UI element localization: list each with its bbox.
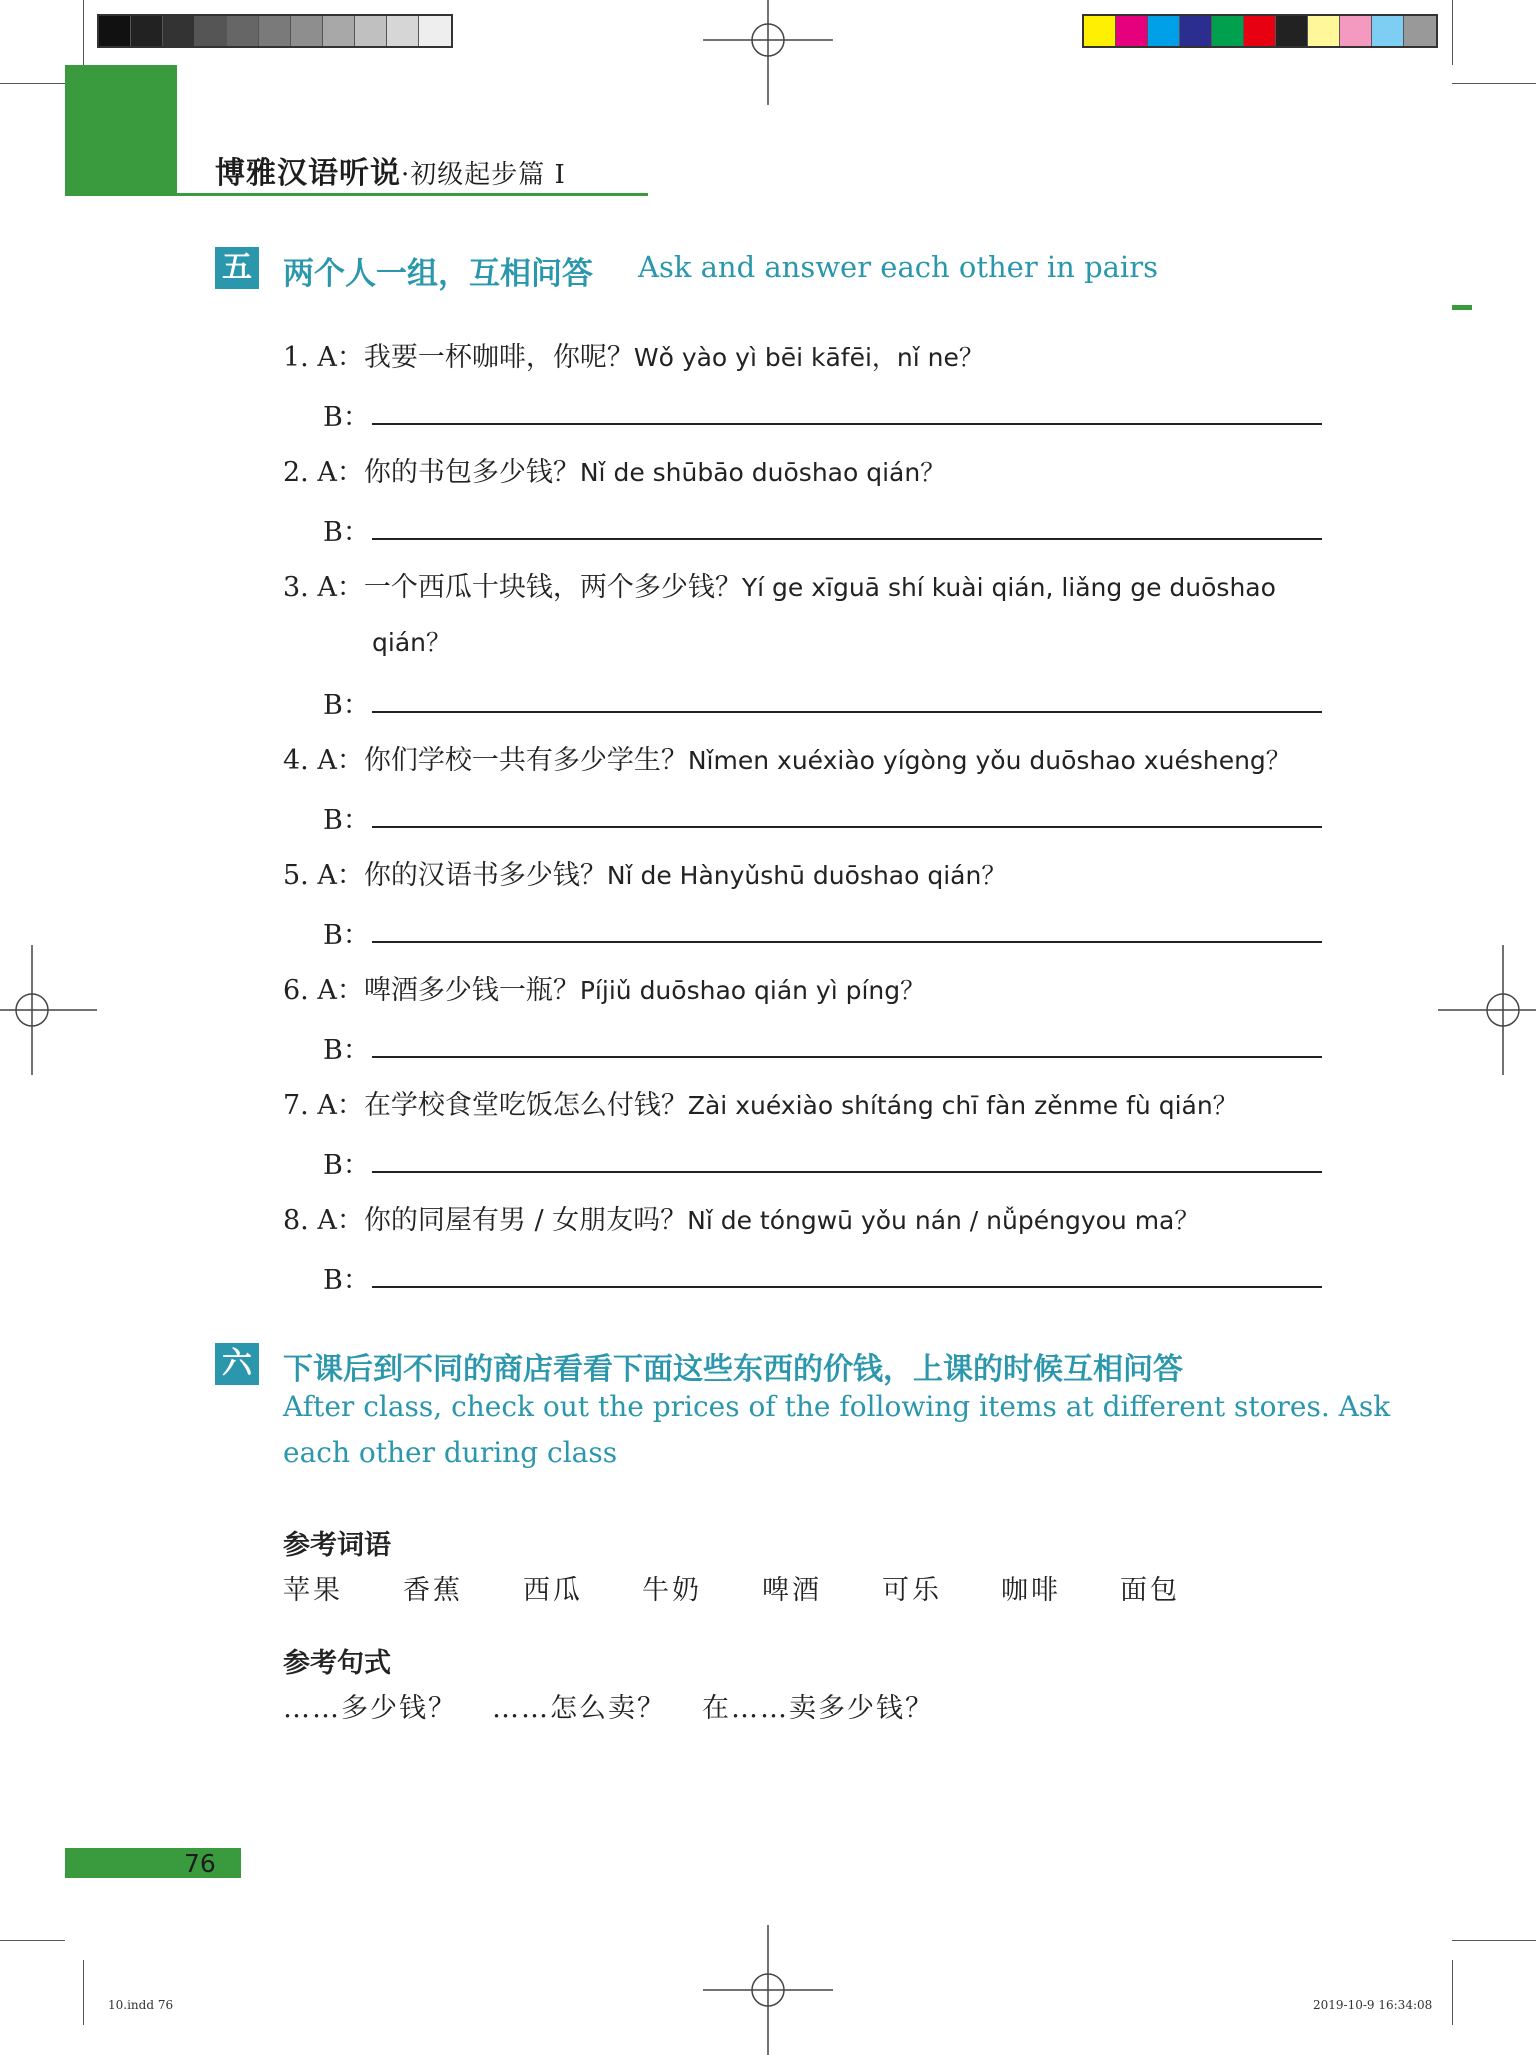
registration-mark-bottom <box>703 1925 833 2055</box>
crop-mark <box>1452 1940 1536 1941</box>
answer-3-blank <box>372 711 1322 713</box>
registration-mark-left <box>0 945 97 1075</box>
answer-1-blank <box>372 423 1322 425</box>
sentence-pattern: 在……卖多少钱？ <box>702 1693 934 1724</box>
answer-5-label: B： <box>323 920 370 951</box>
vocab-word: 可乐 <box>882 1575 942 1606</box>
answer-2-blank <box>372 538 1322 540</box>
question-5: 5. A：你的汉语书多少钱？Nǐ de Hànyǔshū duōshao qián？ <box>283 860 1007 891</box>
answer-7-label: B： <box>323 1150 370 1181</box>
vocab-word: 啤酒 <box>762 1575 822 1606</box>
page-number: 76 <box>184 1849 216 1878</box>
sentence-pattern: ……多少钱？ <box>283 1693 457 1724</box>
registration-mark-right <box>1438 945 1536 1075</box>
answer-2-label: B： <box>323 517 370 548</box>
question-7: 7. A：在学校食堂吃饭怎么付钱？Zài xuéxiào shítáng chī fàn zěnme fù qián？ <box>283 1090 1238 1121</box>
crop-mark <box>1452 83 1536 84</box>
answer-6-blank <box>372 1056 1322 1058</box>
answer-6-label: B： <box>323 1035 370 1066</box>
grayscale-calibration-strip <box>97 14 453 48</box>
section-5-title-en: Ask and answer each other in pairs <box>638 250 1158 284</box>
pattern-heading: 参考句式 <box>283 1648 391 1679</box>
question-6: 6. A：啤酒多少钱一瓶？Píjiǔ duōshao qián yì píng？ <box>283 975 926 1006</box>
answer-1-label: B： <box>323 402 370 433</box>
answer-7-blank <box>372 1171 1322 1173</box>
section-6-title-en-line-1: After class, check out the prices of the following items at different stores. Ask <box>283 1390 1391 1423</box>
running-header <box>215 148 566 192</box>
answer-5-blank <box>372 941 1322 943</box>
book-subtitle: 初级起步篇 I <box>410 160 566 190</box>
answer-4-blank <box>372 826 1322 828</box>
question-1: 1. A：我要一杯咖啡，你呢？Wǒ yào yì bēi kāfēi，nǐ ne？ <box>283 342 984 373</box>
vocab-heading: 参考词语 <box>283 1530 391 1561</box>
footer-timestamp: 2019-10-9 16:34:08 <box>1313 1998 1433 2012</box>
footer-file-name: 10.indd 76 <box>108 1998 174 2012</box>
crop-mark <box>0 83 65 84</box>
vocab-word: 香蕉 <box>403 1575 463 1606</box>
answer-3-label: B： <box>323 690 370 721</box>
crop-mark <box>83 1960 84 2025</box>
header-separator: · <box>401 160 411 190</box>
vocab-word: 面包 <box>1120 1575 1180 1606</box>
question-2: 2. A：你的书包多少钱？Nǐ de shūbāo duōshao qián？ <box>283 457 946 488</box>
crop-mark <box>1452 0 1453 65</box>
answer-8-label: B： <box>323 1265 370 1296</box>
section-5-title-cn: 两个人一组，互相问答 <box>283 256 593 292</box>
color-calibration-strip <box>1082 14 1438 48</box>
section-6-title-cn: 下课后到不同的商店看看下面这些东西的价钱，上课的时候互相问答 <box>283 1352 1183 1387</box>
section-6-title-en-line-2: each other during class <box>283 1436 618 1469</box>
crop-mark <box>0 1940 65 1941</box>
registration-mark-top <box>703 0 833 105</box>
crop-mark <box>83 0 84 65</box>
crop-mark <box>1452 1960 1453 2025</box>
sentence-pattern: ……怎么卖？ <box>492 1693 666 1724</box>
vocab-word: 咖啡 <box>1001 1575 1061 1606</box>
question-8: 8. A：你的同屋有男 / 女朋友吗？Nǐ de tóngwū yǒu nán / nǚpéngyou ma？ <box>283 1205 1200 1236</box>
header-underline <box>65 193 648 196</box>
answer-4-label: B： <box>323 805 370 836</box>
side-tab-marker <box>1452 305 1472 310</box>
question-3: 3. A：一个西瓜十块钱，两个多少钱？Yí ge xīguā shí kuài qián, liǎng ge duōshao <box>283 572 1276 603</box>
section-6-badge: 六 <box>215 1343 259 1385</box>
answer-8-blank <box>372 1286 1322 1288</box>
vocab-word: 西瓜 <box>523 1575 583 1606</box>
question-4: 4. A：你们学校一共有多少学生？Nǐmen xuéxiào yígòng yǒu duōshao xuésheng？ <box>283 745 1291 776</box>
question-3-continued: qián？ <box>372 628 451 657</box>
vocab-word: 苹果 <box>283 1575 343 1606</box>
header-green-tab <box>65 65 177 195</box>
vocab-word: 牛奶 <box>642 1575 702 1606</box>
book-title: 博雅汉语听说 <box>215 156 401 191</box>
section-5-badge: 五 <box>215 247 259 289</box>
